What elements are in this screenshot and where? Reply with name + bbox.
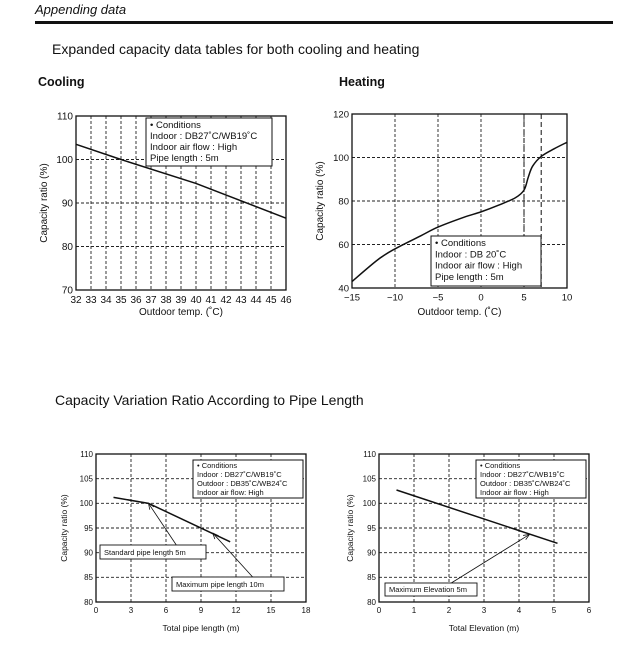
elevation-ytick-label: 100 xyxy=(362,499,376,509)
elevation-ytick-label: 90 xyxy=(367,548,376,558)
heating-xtick-label: 10 xyxy=(561,292,573,304)
pipe-length-xtick-label: 9 xyxy=(198,606,204,615)
heating-y-axis-label: Capacity ratio (%) xyxy=(315,161,326,241)
pipe-length-conditions-line: Indoor : DB27˚C/WB19˚C xyxy=(197,470,282,479)
cooling-xtick-label: 32 xyxy=(70,295,82,306)
heating-x-axis-label: Outdoor temp. (˚C) xyxy=(417,307,502,318)
elevation-callout-leader xyxy=(451,534,529,583)
pipe-length-x-axis-label: Total pipe length (m) xyxy=(162,623,240,633)
pipe-length-ytick-label: 95 xyxy=(84,523,93,533)
elevation-ytick-label: 80 xyxy=(367,597,376,607)
cooling-ytick-label: 80 xyxy=(61,242,73,253)
heating-conditions-line: Indoor air flow : High xyxy=(435,260,523,272)
pipe-length-conditions-line: Indoor air flow: High xyxy=(197,488,264,497)
elevation-conditions-line: Indoor air flow : High xyxy=(480,488,549,497)
elevation-conditions-line: • Conditions xyxy=(480,461,521,470)
pipe-length-xtick-label: 12 xyxy=(231,606,241,615)
elevation-ytick-label: 95 xyxy=(367,523,376,533)
heating-conditions-line: Indoor : DB 20˚C xyxy=(435,249,507,261)
elevation-xtick-label: 4 xyxy=(516,606,522,615)
elevation-xtick-label: 0 xyxy=(376,606,382,615)
pipe-length-ytick-label: 80 xyxy=(84,597,93,607)
heating-xtick-label: 5 xyxy=(521,292,527,304)
section1-title: Expanded capacity data tables for both cooling and heating xyxy=(52,41,420,57)
heating-ytick-label: 80 xyxy=(338,196,349,208)
cooling-xtick-label: 46 xyxy=(280,295,292,306)
cooling-ytick-label: 110 xyxy=(57,111,73,123)
section2-title: Capacity Variation Ratio According to Pipe Length xyxy=(55,392,364,408)
pipe-length-ytick-label: 110 xyxy=(80,449,93,459)
elevation-xtick-label: 5 xyxy=(551,606,557,615)
heating-ytick-label: 40 xyxy=(338,283,349,295)
cooling-xtick-label: 45 xyxy=(265,295,277,306)
cooling-xtick-label: 37 xyxy=(145,295,157,306)
pipe-length-ytick-label: 85 xyxy=(84,573,93,583)
cooling-ytick-label: 70 xyxy=(61,285,73,297)
cooling-xtick-label: 40 xyxy=(190,295,202,306)
cooling-xtick-label: 39 xyxy=(175,295,187,306)
heating-ytick-label: 100 xyxy=(333,152,349,164)
cooling-xtick-label: 43 xyxy=(235,295,247,306)
heating-ytick-label: 120 xyxy=(333,109,349,121)
cooling-ytick-label: 100 xyxy=(56,155,73,166)
heating-conditions-line: Pipe length : 5m xyxy=(435,271,504,283)
cooling-xtick-label: 42 xyxy=(220,295,232,306)
cooling-conditions-line: • Conditions xyxy=(150,120,201,131)
pipe-length-conditions-line: Outdoor : DB35˚C/WB24˚C xyxy=(197,479,288,488)
pipe-length-xtick-label: 6 xyxy=(163,606,169,615)
cooling-conditions-line: Indoor : DB27˚C/WB19˚C xyxy=(150,131,258,142)
elevation-x-axis-label: Total Elevation (m) xyxy=(448,623,520,633)
cooling-ytick-label: 90 xyxy=(61,198,73,210)
pipe-length-xtick-label: 0 xyxy=(93,606,99,615)
elevation-conditions-line: Outdoor : DB35˚C/WB24˚C xyxy=(480,479,571,488)
cooling-xtick-label: 34 xyxy=(100,295,112,306)
elevation-conditions-line: Indoor : DB27˚C/WB19˚C xyxy=(480,470,565,479)
cooling-conditions-line: Pipe length : 5m xyxy=(150,153,219,164)
heating-xtick-label: −10 xyxy=(386,292,404,304)
elevation-callout-arrowhead xyxy=(523,534,529,539)
elevation-ytick-label: 105 xyxy=(362,474,376,484)
elevation-ytick-label: 110 xyxy=(363,449,376,459)
elevation-xtick-label: 2 xyxy=(446,606,452,615)
heating-conditions-line: • Conditions xyxy=(435,238,486,250)
cooling-xtick-label: 35 xyxy=(115,295,127,306)
elevation-xtick-label: 6 xyxy=(586,606,592,615)
cooling-y-axis-label: Capacity ratio (%) xyxy=(39,163,50,243)
heating-xtick-label: 0 xyxy=(478,292,484,304)
elevation-ytick-label: 85 xyxy=(367,573,376,583)
pipe-length-ytick-label: 90 xyxy=(84,548,93,558)
pipe-length-xtick-label: 3 xyxy=(128,606,134,615)
cooling-xtick-label: 36 xyxy=(130,295,142,306)
pipe-length-conditions-line: • Conditions xyxy=(197,461,238,470)
pipe-length-xtick-label: 15 xyxy=(266,606,276,615)
cooling-xtick-label: 41 xyxy=(205,295,217,306)
cooling-xtick-label: 38 xyxy=(160,295,172,306)
elevation-xtick-label: 3 xyxy=(481,606,487,615)
elevation-callout-label: Maximum Elevation 5m xyxy=(389,585,467,594)
heating-xtick-label: −15 xyxy=(343,292,361,304)
pipe-length-y-axis-label: Capacity ratio (%) xyxy=(59,494,69,562)
heating-heading: Heating xyxy=(339,75,385,89)
cooling-conditions-line: Indoor air flow : High xyxy=(150,142,238,153)
cooling-heading: Cooling xyxy=(38,75,85,89)
elevation-y-axis-label: Capacity ratio (%) xyxy=(345,494,355,562)
cooling-x-axis-label: Outdoor temp. (˚C) xyxy=(139,307,223,318)
cooling-xtick-label: 33 xyxy=(85,295,97,306)
heating-ytick-label: 60 xyxy=(338,239,349,251)
cooling-xtick-label: 44 xyxy=(250,295,262,306)
pipe-length-callout-label: Maximum pipe length 10m xyxy=(176,580,264,589)
heating-xtick-label: −5 xyxy=(432,292,444,304)
pipe-length-xtick-label: 18 xyxy=(301,606,311,615)
elevation-xtick-label: 1 xyxy=(411,606,417,615)
pipe-length-callout-leader xyxy=(213,533,253,577)
pipe-length-ytick-label: 100 xyxy=(79,499,93,509)
header-title: Appending data xyxy=(35,2,127,17)
pipe-length-ytick-label: 105 xyxy=(79,474,93,484)
pipe-length-callout-label: Standard pipe length 5m xyxy=(104,548,186,557)
